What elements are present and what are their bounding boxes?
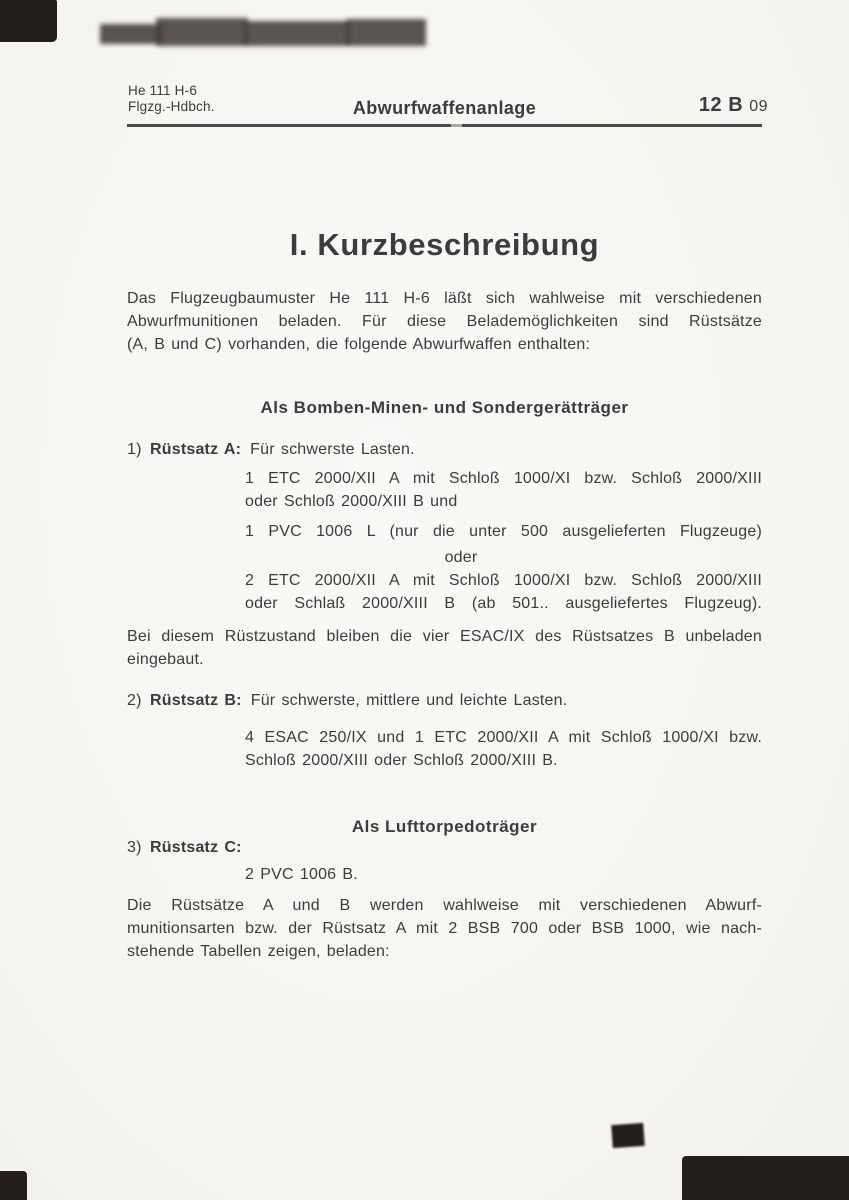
- smudge-blob: [100, 24, 162, 44]
- header-page-number: [560, 94, 768, 117]
- section-heading-lufttorpedo: Als Lufttorpedoträger: [351, 817, 538, 836]
- header-doc-model: He 111 H-6: [128, 83, 198, 98]
- closing-line: munitionsarten bzw. der Rüstsatz A mit 2 BSB 700 oder BSB 1000, wie nach-: [127, 920, 762, 937]
- equipment-line: oder Schloß 2000/XIII B und: [245, 493, 458, 510]
- item-label: Rüstsatz A:: [150, 441, 242, 458]
- item-text: Für schwerste, mittlere und leichte Lasten.: [250, 692, 568, 709]
- equipment-line: 2 PVC 1006 B.: [245, 866, 358, 883]
- page-number-sub: 09: [749, 98, 768, 115]
- note-line: eingebaut.: [127, 651, 204, 668]
- equipment-line: 4 ESAC 250/IX und 1 ETC 2000/XII A mit Schloß 1000/XI bzw.: [245, 729, 762, 746]
- page-title: I. Kurzbeschreibung: [289, 227, 600, 262]
- item-number: 3): [127, 839, 142, 856]
- smudge-blob: [244, 21, 350, 46]
- intro-line: Abwurfmunitionen beladen. Für diese Belademöglichkeiten sind Rüstsätze: [127, 313, 762, 330]
- page-number-main: 12 B: [698, 94, 744, 116]
- closing-line: Die Rüstsätze A und B werden wahlweise mit verschiedenen Abwurf-: [127, 897, 762, 914]
- equipment-line: Schloß 2000/XIII oder Schloß 2000/XIII B.: [245, 752, 558, 769]
- scan-artifact-top-left: [0, 0, 57, 42]
- scan-artifact-bottom-right: [682, 1156, 849, 1200]
- header-rule: [127, 124, 762, 127]
- closing-line: stehende Tabellen zeigen, beladen:: [127, 943, 390, 960]
- item-text: Für schwerste Lasten.: [250, 441, 415, 458]
- scan-artifact-top-smudge: [98, 16, 428, 50]
- intro-line: (A, B und C) vorhanden, die folgende Abwurfwaffen enthalten:: [127, 336, 591, 353]
- equipment-line: oder Schlaß 2000/XIII B (ab 501.. ausgeliefertes Flugzeug).: [245, 595, 762, 612]
- equipment-line: 2 ETC 2000/XII A mit Schloß 1000/XI bzw. Schloß 2000/XIII: [245, 572, 762, 589]
- list-item-ruestsatz-b: [127, 691, 762, 711]
- scan-artifact-spot: [611, 1123, 645, 1148]
- list-item-ruestsatz-c: [127, 838, 762, 858]
- item-number: 1): [127, 441, 142, 458]
- note-line: Bei diesem Rüstzustand bleiben die vier ESAC/IX des Rüstsatzes B unbeladen: [127, 628, 762, 645]
- smudge-blob: [346, 19, 426, 46]
- intro-line: Das Flugzeugbaumuster He 111 H-6 läßt sich wahlweise mit verschiedenen: [127, 290, 762, 307]
- equipment-line: 1 ETC 2000/XII A mit Schloß 1000/XI bzw. Schloß 2000/XIII: [245, 470, 762, 487]
- equipment-line: 1 PVC 1006 L (nur die unter 500 ausgelieferten Flugzeuge): [245, 523, 762, 540]
- or-separator: oder: [444, 549, 478, 566]
- smudge-blob: [156, 18, 248, 46]
- scan-artifact-bottom-left: [0, 1171, 27, 1200]
- item-number: 2): [127, 692, 142, 709]
- header-chapter-title: Abwurfwaffenanlage: [352, 98, 537, 118]
- section-heading-bomben: Als Bomben-Minen- und Sondergerätträger: [260, 398, 629, 417]
- item-label: Rüstsatz C:: [150, 839, 242, 856]
- list-item-ruestsatz-a: [127, 440, 762, 460]
- item-label: Rüstsatz B:: [150, 692, 242, 709]
- header-doc-handbook: Flgzg.-Hdbch.: [128, 99, 215, 114]
- header-rule-gap: [451, 123, 462, 128]
